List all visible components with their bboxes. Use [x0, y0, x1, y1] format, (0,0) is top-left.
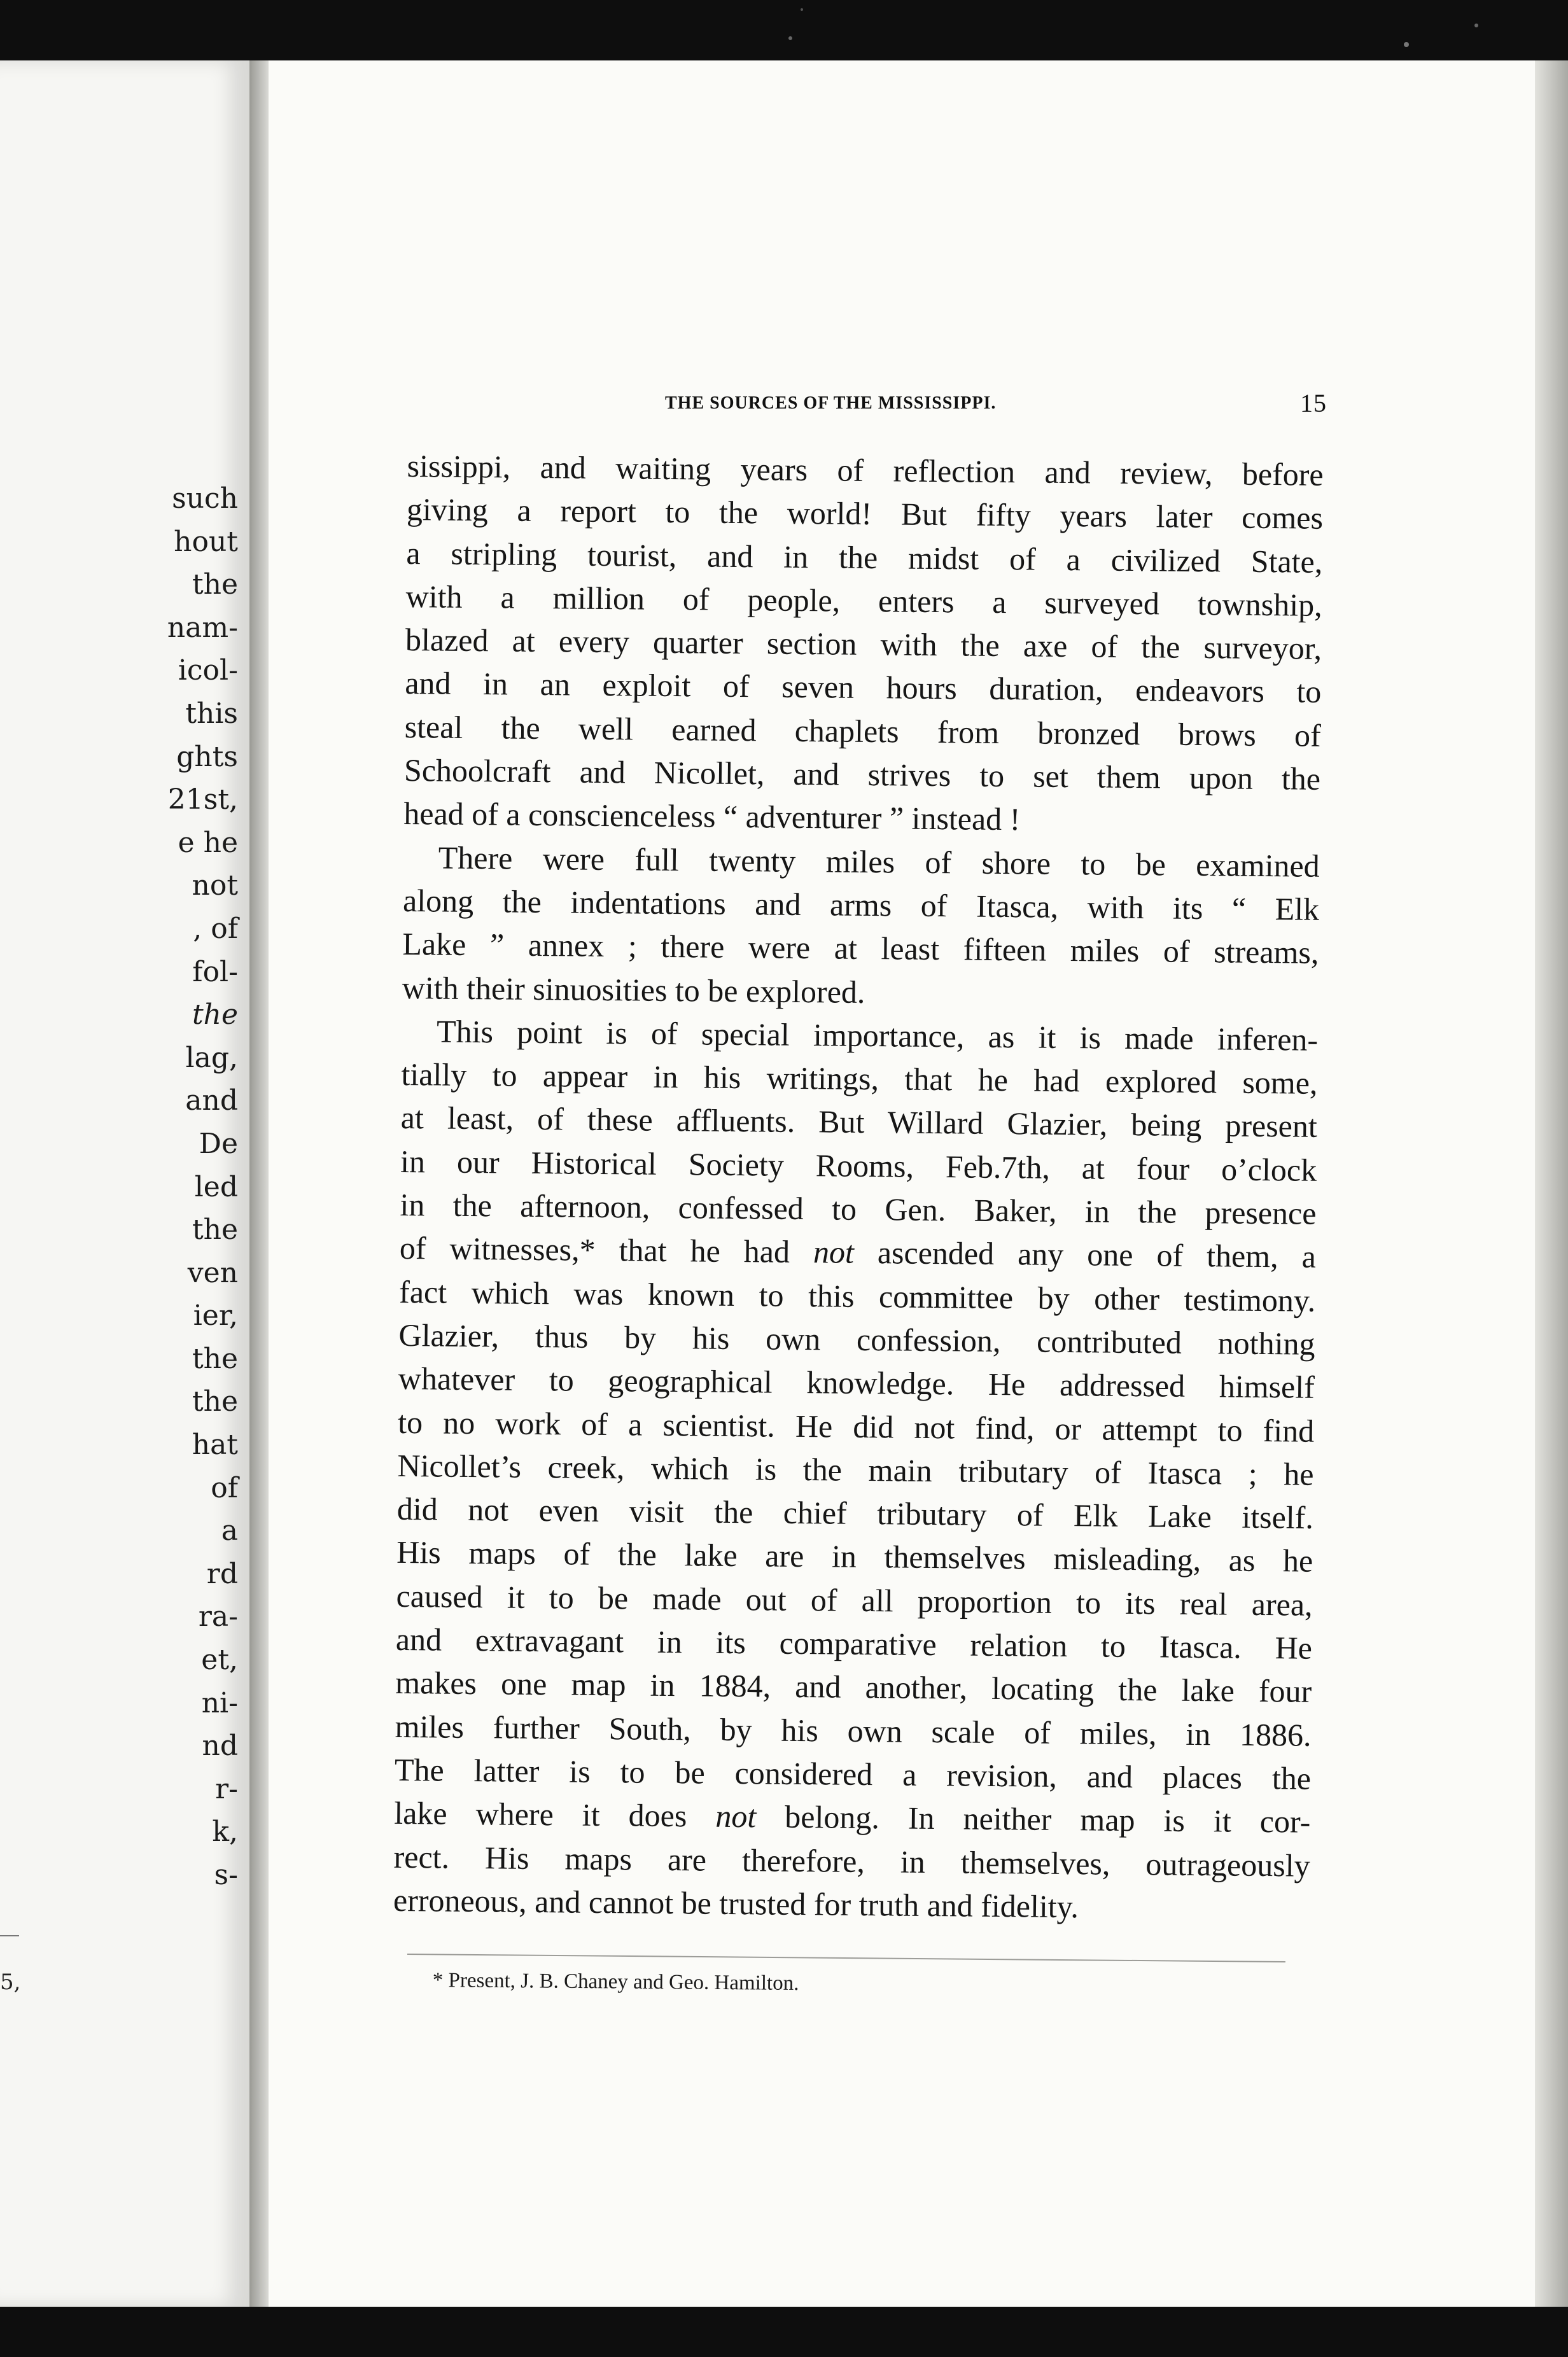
- left-page-line: De: [199, 1127, 238, 1160]
- left-page-line: k,: [212, 1815, 238, 1849]
- left-page-line: the: [192, 1385, 238, 1418]
- left-page-line: the: [192, 1213, 238, 1247]
- left-page: [0, 60, 251, 2307]
- body-line: fact which was known to this committee by other testimony.: [398, 1273, 1316, 1318]
- scan-noise: [0, 0, 1568, 60]
- left-page-line: lag,: [185, 1041, 238, 1074]
- left-page-line: hat: [192, 1429, 238, 1462]
- left-page-line: s-: [214, 1859, 238, 1891]
- left-page-line: ni-: [201, 1686, 238, 1719]
- left-footnote-fragment: 5,: [0, 1969, 21, 1995]
- left-page-line: of: [211, 1471, 238, 1504]
- running-header: [665, 389, 1327, 417]
- body-line: tially to appear in his writings, that he had explored some,: [401, 1056, 1318, 1101]
- running-title: THE SOURCES OF THE MISSISSIPPI.: [665, 393, 997, 413]
- left-page-line: the: [192, 568, 238, 601]
- body-line-start: of witnesses,* that he had: [399, 1230, 814, 1270]
- body-line: a stripling tourist, and in the midst of a civilized State,: [406, 535, 1323, 580]
- body-line: His maps of the lake are in themselves misleading, as he: [396, 1534, 1313, 1579]
- body-line: erroneous, and cannot be trusted for truth and fidelity.: [393, 1882, 1079, 1925]
- body-line: steal the well earned chaplets from bronzed brows of: [404, 708, 1321, 753]
- body-line: and extravagant in its comparative relation to Itasca. He: [395, 1621, 1313, 1666]
- left-page-text: [9, 477, 238, 1897]
- left-page-line: this: [185, 697, 238, 730]
- left-page-line: such: [172, 482, 238, 515]
- book-gutter: [249, 60, 269, 2307]
- body-line: Glazier, thus by his own confession, contributed nothing: [398, 1317, 1315, 1362]
- body-line: caused it to be made out of all proportion to its real area,: [396, 1577, 1313, 1623]
- left-page-line: and: [185, 1084, 238, 1117]
- left-page-line: 21st,: [167, 783, 238, 816]
- body-line: giving a report to the world! But fifty years later comes: [406, 491, 1324, 536]
- body-line: head of a conscienceless “ adventurer ” instead !: [403, 795, 1021, 837]
- left-page-line: et,: [201, 1644, 238, 1677]
- left-page-line: ven: [187, 1256, 238, 1289]
- body-line-end: belong. In neither map is it cor-: [755, 1798, 1311, 1840]
- body-line-start: lake where it does: [394, 1795, 716, 1834]
- left-page-line: nam-: [167, 611, 238, 644]
- left-page-line: r-: [215, 1772, 238, 1805]
- body-line: in the afternoon, confessed to Gen. Baker, in the presence: [400, 1186, 1317, 1231]
- body-line: sissippi, and waiting years of reflection and review, before: [407, 447, 1324, 493]
- left-page-line: not: [192, 869, 238, 902]
- left-page-line: rd: [206, 1557, 238, 1590]
- body-line: This point is of special importance, as it is made inferen-: [436, 1013, 1319, 1058]
- left-page-line: e he: [178, 826, 238, 859]
- left-page-line: ghts: [176, 740, 238, 773]
- page-number: 15: [1300, 389, 1327, 417]
- body-line: along the indentations and arms of Itasca, with its “ Elk: [402, 882, 1320, 927]
- body-line: Nicollet’s creek, which is the main tributary of Itasca ; he: [397, 1447, 1314, 1492]
- italic-not: not: [813, 1234, 855, 1271]
- left-page-line: led: [194, 1170, 238, 1203]
- body-line: Lake ” annex ; there were at least fifteen miles of streams,: [402, 926, 1319, 971]
- body-line: in our Historical Society Rooms, Feb.7th, at four o’clock: [400, 1143, 1317, 1188]
- footnote: * Present, J. B. Chaney and Geo. Hamilton.: [432, 1969, 799, 1996]
- left-page-line: fol-: [192, 955, 238, 988]
- left-page-line: icol-: [178, 654, 238, 687]
- body-line: blazed at every quarter section with the axe of the surveyor,: [405, 622, 1322, 666]
- body-line: whatever to geographical knowledge. He addressed himself: [398, 1360, 1315, 1405]
- body-line: to no work of a scientist. He did not find, or attempt to find: [397, 1404, 1315, 1449]
- body-line-with-italic: [394, 1791, 1311, 1843]
- left-page-line: ra-: [198, 1600, 238, 1633]
- body-line: miles further South, by his own scale of miles, in 1886.: [395, 1708, 1312, 1753]
- body-line: at least, of these affluents. But Willard Glazier, being present: [400, 1100, 1318, 1145]
- body-line: makes one map in 1884, and another, locating the lake four: [395, 1665, 1312, 1710]
- body-line: Schoolcraft and Nicollet, and strives to set them upon the: [403, 752, 1321, 797]
- left-footnote-rule: [0, 1935, 19, 1936]
- left-page-line: the: [192, 1342, 238, 1375]
- left-page-line: hout: [174, 525, 238, 558]
- left-page-line: , of: [193, 912, 238, 945]
- left-page-line: a: [221, 1514, 238, 1548]
- body-line: with their sinuosities to be explored.: [402, 969, 865, 1010]
- body-line-end: ascended any one of them, a: [853, 1234, 1317, 1275]
- body-line: rect. His maps are therefore, in themselves, outrageously: [393, 1838, 1310, 1884]
- body-line: with a million of people, enters a surveyed township,: [405, 578, 1322, 623]
- page-body: [393, 444, 1324, 1931]
- body-line: and in an exploit of seven hours duration, endeavors to: [405, 665, 1322, 710]
- body-line: There were full twenty miles of shore to be examined: [438, 839, 1320, 884]
- body-line: did not even visit the chief tributary of Elk Lake itself.: [396, 1491, 1314, 1535]
- page-edge: [1535, 60, 1568, 2307]
- left-page-line: ier,: [193, 1299, 238, 1332]
- left-page-line: the: [192, 998, 238, 1032]
- left-page-line: nd: [202, 1730, 238, 1763]
- italic-not: not: [715, 1798, 757, 1835]
- body-line: The latter is to be considered a revision, and places the: [394, 1751, 1312, 1796]
